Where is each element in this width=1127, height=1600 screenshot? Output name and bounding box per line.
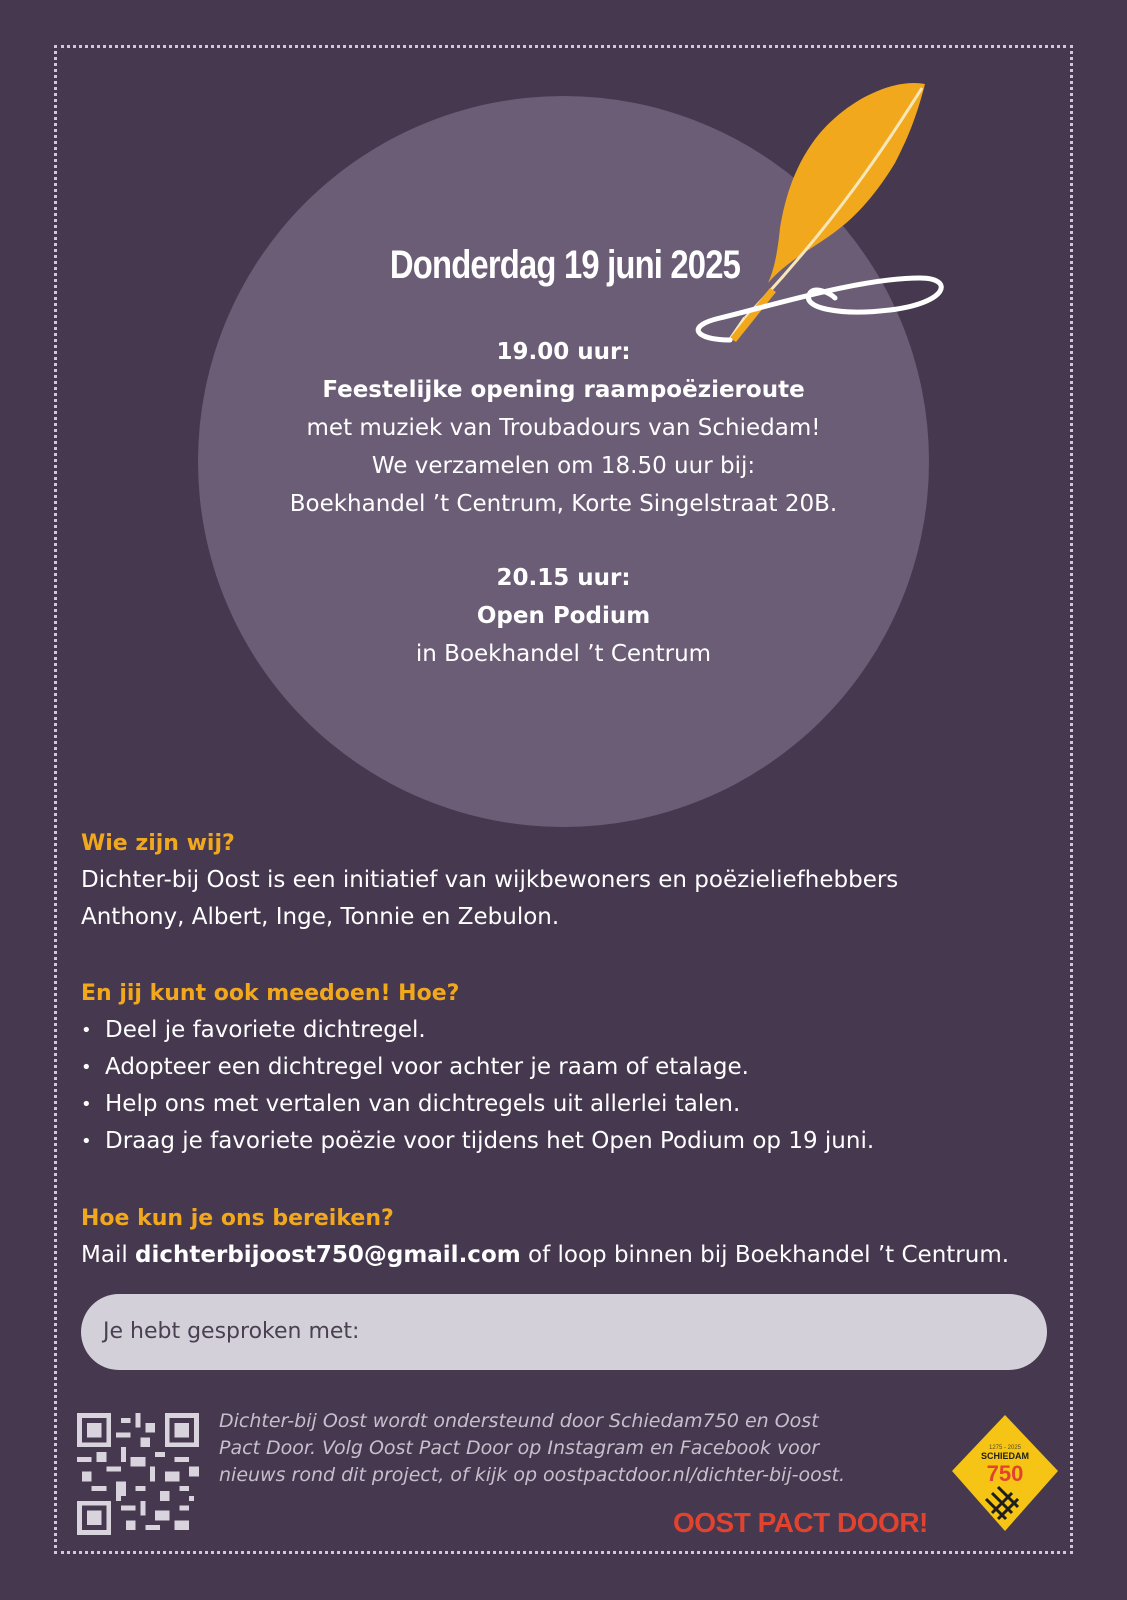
podium-line: in Boekhandel ’t Centrum: [415, 641, 712, 667]
contact-email-link[interactable]: dichterbijoost750@gmail.com: [135, 1242, 521, 1268]
who-section: [81, 825, 1061, 936]
list-item: • Adopteer een dichtregel voor achter je raam of etalage.: [81, 1049, 1061, 1086]
list-item: • Draag je favoriete poëzie voor tijdens het Open Podium op 19 juni.: [81, 1123, 1061, 1160]
contact-suffix: of loop binnen bij Boekhandel ’t Centrum.: [528, 1242, 1010, 1268]
opening-time: 19.00 uur:: [496, 339, 631, 365]
contact-section: [81, 1200, 1061, 1274]
schiedam-750-logo: [950, 1413, 1060, 1533]
oost-pact-door-logo: OOST PACT DOOR!: [673, 1507, 928, 1538]
join-section: [81, 975, 1061, 1160]
logo-name: SCHIEDAM: [980, 1451, 1030, 1461]
opening-line: We verzamelen om 18.50 uur bij:: [371, 453, 756, 479]
who-heading: Wie zijn wij?: [81, 831, 235, 856]
opening-title: Feestelijke opening raampoëzieroute: [322, 377, 805, 403]
podium-time: 20.15 uur:: [496, 565, 631, 591]
footer-line: nieuws rond dit project, of kijk op oostpactdoor.nl/dichter-bij-oost.: [219, 1464, 846, 1486]
footer-line: Pact Door. Volg Oost Pact Door op Instagram en Facebook voor: [219, 1437, 820, 1459]
qr-code[interactable]: [77, 1413, 199, 1535]
opening-line: met muziek van Troubadours van Schiedam!: [306, 415, 821, 441]
event-open-podium: [198, 559, 929, 673]
join-list: [81, 1012, 1061, 1160]
spoken-with-field: Je hebt gesproken met:: [81, 1294, 1047, 1370]
podium-title: Open Podium: [476, 603, 651, 629]
list-item: • Help ons met vertalen van dichtregels uit allerlei talen.: [81, 1086, 1061, 1123]
contact-heading: Hoe kun je ons bereiken?: [81, 1206, 394, 1231]
join-heading: En jij kunt ook meedoen! Hoe?: [81, 981, 460, 1006]
event-date: Donderdag 19 juni 2025: [389, 243, 741, 287]
logo-years: 1275 - 2025: [988, 1445, 1022, 1451]
opening-line: Boekhandel ’t Centrum, Korte Singelstraat 20B.: [289, 491, 838, 517]
logo-number: 750: [986, 1461, 1024, 1486]
contact-text: [81, 1237, 1061, 1274]
quill-pen-icon: [690, 78, 960, 350]
event-opening: [198, 333, 929, 523]
contact-prefix: Mail: [81, 1242, 128, 1268]
list-item: • Deel je favoriete dichtregel.: [81, 1012, 1061, 1049]
footer-note: [219, 1408, 919, 1489]
footer-line: Dichter-bij Oost wordt ondersteund door Schiedam750 en Oost: [219, 1410, 819, 1432]
who-text: Dichter-bij Oost is een initiatief van wijkbewoners en poëzieliefhebbers: [81, 867, 899, 893]
who-text: Anthony, Albert, Inge, Tonnie en Zebulon.: [81, 904, 560, 930]
